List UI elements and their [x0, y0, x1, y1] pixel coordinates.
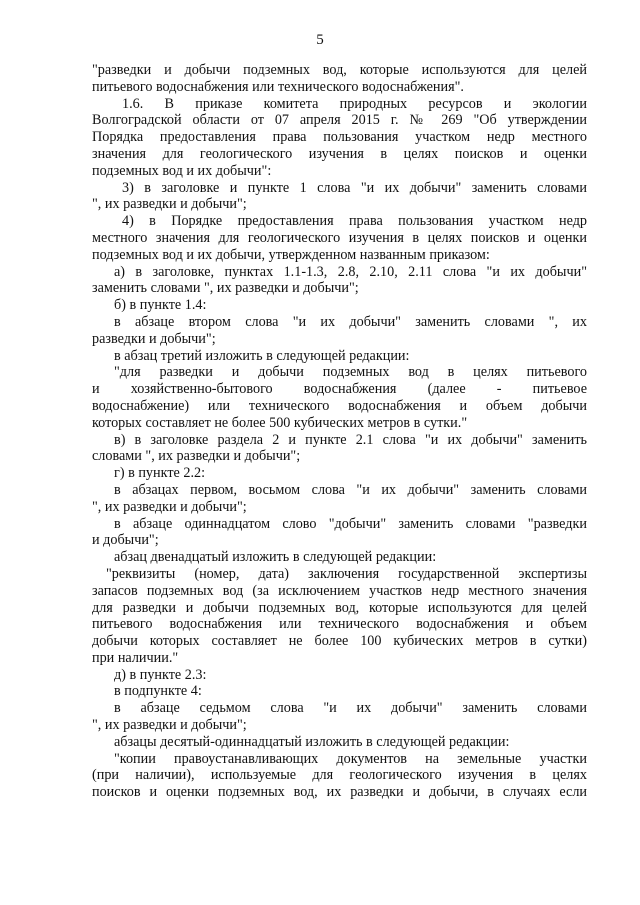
text-line: в абзац третий изложить в следующей редакции: — [114, 347, 410, 364]
text-line: словами ", их разведки и добычи"; — [92, 448, 301, 465]
text-line: Порядка предоставления права пользования участком недр местного — [92, 129, 587, 146]
text-line: при наличии." — [92, 649, 179, 666]
text-line: которых составляет не более 500 кубических метров в сутки." — [92, 414, 468, 431]
text-line: питьевого водоснабжения или технического водоснабжения". — [92, 78, 464, 95]
text-line: питьевого водоснабжения или технического водоснабжения и объем — [92, 616, 587, 633]
text-line: в абзацах первом, восьмом слова "и их добычи" заменить словами — [114, 481, 587, 498]
text-line: 4) в Порядке предоставления права пользования участком недр — [122, 213, 587, 230]
text-line: в абзаце втором слова "и их добычи" заменить словами ", их — [114, 313, 587, 330]
text-line: абзацы десятый-одиннадцатый изложить в следующей редакции: — [114, 733, 510, 750]
text-line: добычи которых составляет не более 100 кубических метров в сутки) — [92, 633, 587, 650]
text-line: (при наличии), используемые для геологического изучения в целях — [92, 767, 587, 784]
text-line: Волгоградской области от 07 апреля 2015 г. № 269 "Об утверждении — [92, 112, 587, 129]
text-line: ", их разведки и добычи"; — [92, 498, 247, 515]
text-line: абзац двенадцатый изложить в следующей редакции: — [114, 549, 437, 566]
text-line: и добычи"; — [92, 532, 159, 549]
text-line: 3) в заголовке и пункте 1 слова "и их добычи" заменить словами — [122, 179, 587, 196]
text-line: "для разведки и добычи подземных вод в целях питьевого — [114, 364, 587, 381]
text-line: в подпункте 4: — [114, 683, 202, 700]
text-line: запасов подземных вод (за исключением участков недр местного значения — [92, 582, 587, 599]
text-line: для разведки и добычи подземных вод, которые используются для целей — [92, 599, 587, 616]
text-line: заменить словами ", их разведки и добычи"; — [92, 280, 359, 297]
text-line: г) в пункте 2.2: — [114, 465, 206, 482]
text-line: ", их разведки и добычи"; — [92, 717, 247, 734]
text-line: разведки и добычи"; — [92, 330, 216, 347]
text-line: ", их разведки и добычи"; — [92, 196, 247, 213]
text-line: "реквизиты (номер, дата) заключения государственной экспертизы — [106, 565, 587, 582]
text-line: д) в пункте 2.3: — [114, 666, 207, 683]
page-number: 5 — [316, 32, 324, 48]
text-line: в абзаце одиннадцатом слово "добычи" заменить словами "разведки — [114, 515, 587, 532]
text-line: значения для геологического изучения в целях поисков и оценки — [92, 145, 587, 162]
text-line: подземных вод и их добычи, утвержденном названным приказом: — [92, 246, 490, 263]
text-line: и хозяйственно-бытового водоснабжения (далее - питьевое — [92, 381, 587, 398]
text-line: поисков и оценки подземных вод, их разведки и добычи, в случаях если — [92, 784, 587, 801]
text-line: "копии правоустанавливающих документов на земельные участки — [114, 750, 587, 767]
text-line: в абзаце седьмом слова "и их добычи" заменить словами — [114, 700, 587, 717]
text-line: б) в пункте 1.4: — [114, 297, 207, 314]
text-line: в) в заголовке раздела 2 и пункте 2.1 слова "и их добычи" заменить — [114, 431, 587, 448]
text-line: местного значения для геологического изучения в целях поисков и оценки — [92, 229, 587, 246]
text-line: подземных вод и их добычи": — [92, 162, 272, 179]
text-line: а) в заголовке, пунктах 1.1-1.3, 2.8, 2.10, 2.11 слова "и их добычи" — [114, 263, 587, 280]
document-body — [92, 62, 587, 801]
text-line: "разведки и добычи подземных вод, которые используются для целей — [92, 62, 587, 78]
text-line: водоснабжение) или технического водоснабжения и объем добычи — [92, 397, 587, 414]
text-line: 1.6. В приказе комитета природных ресурсов и экологии — [122, 95, 587, 112]
